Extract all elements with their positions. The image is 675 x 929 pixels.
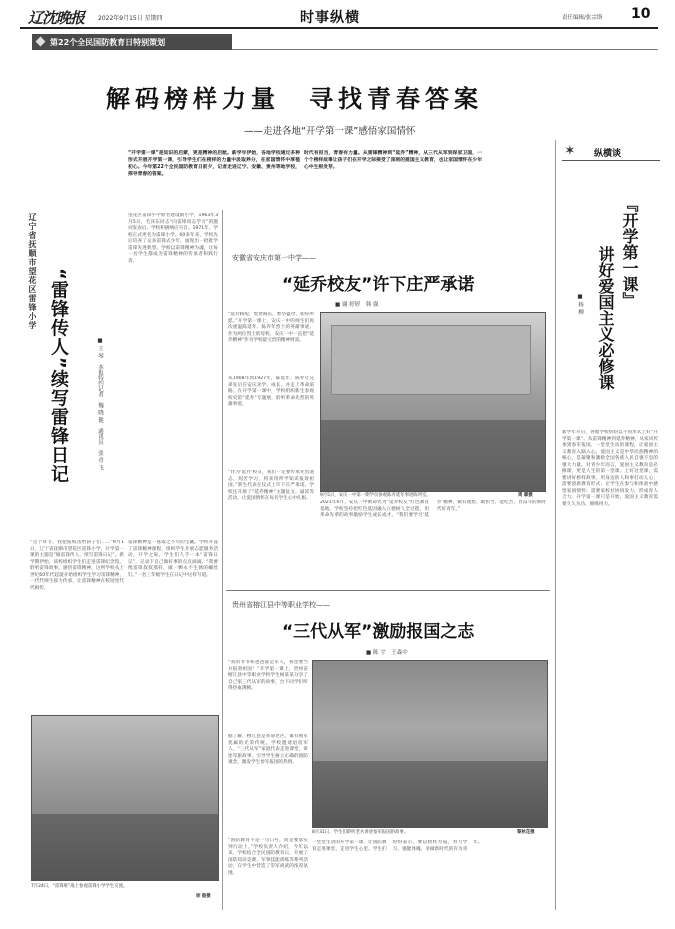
masthead-rule (20, 27, 658, 29)
guizhou-photo (312, 660, 548, 828)
anqing-photo-credit: 周 霖摄 (518, 493, 533, 498)
editor-credit: 责任编辑/张宗斯 (562, 15, 603, 21)
special-banner-text: 第22个全民国防教育日特别策划 (50, 38, 166, 47)
leifeng-article-title: “雷锋传人”续写雷锋日记 (48, 268, 69, 484)
leifeng-byline: ■ 王 琴 本报特约记者 魏 晓 健 通讯员 张 青 飞 (97, 338, 103, 470)
issue-date: 2022年9月15日 星期四 (98, 15, 163, 22)
exhibit-wall (331, 325, 531, 395)
commentary-star-icon: ✶ (564, 143, 576, 159)
anqing-text-a: “延乔路短，集贤路长，繁华盛世，如你所愿。”开学第一课上，安庆一中的师生们再次重温陈延年、陈乔年烈士的英雄事迹。作为两位烈士的母校，安庆一中一直把“延乔精神”作为学校最宝贵的精神财富。 (228, 312, 314, 343)
lead-paragraph-1: “开学第一课”是知识的启蒙，更是精神的启航。新学年伊始，各地学校通过多种形式开展开学第一课，引导学生们在榜样的力量中汲取养分，在家国情怀中厚植初心。今年第22个全民国防教育日前夕，记者走进辽宁、安徽、贵州等地学校，探寻青春的答案。 (128, 151, 300, 177)
banner-marker-icon (36, 37, 46, 47)
anqing-text-c: “作为‘延乔’校友，我们一定要传承先烈遗志，刻苦学习，将来用所学知识报效祖国。”新生代表在仪式上许下庄严承诺。学校还开展了“延乔精神”主题征文、诵读等活动，让爱国情怀在每名学生心中扎根。 (228, 470, 314, 501)
commentary-title-line2: 讲好爱国主义必修课 (596, 246, 615, 390)
leifeng-text-a: “这个环节，我把报纸送给孩子们……”9月1日，辽宁省抚顺市望花区雷锋小学，开学第一课的主题是“做雷锋传人、续写雷锋日记”。新学期伊始，该校组织学生们走进雷锋纪念馆，聆听雷锋故事，感悟雷锋精神。这所学校从上世纪60年代起就开始组织学生学习雷锋精神，一代代师生接力传承，让雷锋精神在校园里代代相传。 (30, 540, 124, 591)
commentary-column-label: 纵横谈 (594, 149, 622, 159)
anqing-photo-caption: 9月5日，安庆一中第一期学员参观陈乔延年事迹陈列室。 (320, 493, 431, 498)
headline-subtitle: ——走进各地“开学第一课”感悟家国情怀 (244, 126, 416, 137)
guizhou-photo-credit: 黎秋花摄 (517, 830, 535, 835)
guizhou-text-a: “我的爷爷和爸爸都是军人，我也要当兵报效祖国！”开学第一课上，贵州省榕江县中等职业学校学生杨某某分享了自己家三代从军的故事，台下同学们听得热血沸腾。 (228, 660, 308, 691)
leifeng-photo (31, 715, 219, 881)
commentary-title-line1: 『开学第一课』 (620, 196, 639, 308)
commentary-body: 新学年开启，各地学校纷纷以不同形式上好“开学第一课”。从雷锋精神到延乔精神，从家风传承到参军报国，一堂堂生动的课程，让爱国主义教育入脑入心。爱国主义是中华民族精神的核心，是凝聚和激励全国各族人民自强不息的强大力量。对青少年而言，爱国主义教育是必修课，更是人生的第一堂课。上好这堂课，需要讲好榜样故事，用身边的人和事打动人心；需要创新教育形式，让学生在参与和体验中感悟家国情怀；需要家校社协同发力，形成育人合力。开学第一课只是开始，爱国主义教育需要久久为功、绵绵用力。 (562, 430, 658, 507)
column-divider-right (555, 140, 556, 910)
column-divider-left (222, 210, 223, 910)
leifeng-kicker: 辽宁省抚顺市望花区雷锋小学 (28, 213, 37, 330)
anqing-text-d: 2021年6月，安庆一中被命名为“延乔校友”红色教育基地。学校坚持把红色基因融入立德树人全过程，用革命先辈的故事激励学生成长成才。“我们要学习‘延乔’精神，做有理想、敢担当、能吃苦、肯奋斗的新时代好青年。” (320, 500, 546, 518)
anqing-photo (320, 312, 546, 492)
masthead (0, 0, 675, 30)
commentary-byline: ■ 杨 柳 (577, 294, 583, 315)
guizhou-text-c: “国防教育不是一句口号，而是要落实到行动上。”学校负责人介绍，今年以来，学校结合全民国防教育日，开展了国防知识竞赛、军事技能训练等系列活动，在学生中营造了崇军尚武的浓厚氛围。 (228, 838, 308, 876)
section-title: 时事纵横 (300, 10, 360, 26)
banner-rule (232, 49, 658, 50)
lead-paragraph-2: 时代有担当，青春有力量。从雷锋精神到“延乔”精神，从三代从军到保家卫国，一个个榜样故事让孩子们在开学之际接受了深刻的爱国主义教育，也让家国情怀在少年心中生根发芽。 (304, 151, 482, 170)
middle-section-rule (226, 590, 550, 591)
leifeng-text-c: 望花区雷锋小学原名建设街小学，1963年3月5日，毛泽东同志“向雷锋同志学习”的题词发表后，学校积极响应号召。1971年，学校正式更名为雷锋小学。60多年来，学校先后培养了众多雷锋式少年，涌现出一批批学雷锋先进典型。学校以雷锋精神为魂，让每一名学生都成为雷锋精神的传承者和践行者。 (128, 213, 218, 264)
newspaper-logo: 辽沈晚报 (28, 9, 85, 27)
anqing-kicker: 安徽省安庆市第一中学—— (232, 254, 316, 262)
leifeng-photo-credit: 徐 毅摄 (196, 894, 211, 899)
guizhou-kicker: 贵州省榕江县中等职业学校—— (232, 601, 330, 609)
commentary-label-rule (562, 160, 660, 161)
guizhou-photo-caption: 8月31日，学生们聆听老兵讲述参军报国的故事。 (312, 830, 409, 835)
leifeng-text-b: 雷锋精神是一座取之不尽的宝藏。学校开设了雷锋精神课程，组织学生开展志愿服务活动，开学之际，学生们人手一本“雷锋日记”，记录下自己做好事的点点滴滴。“我要像雷锋叔叔那样，做一颗永不生锈的螺丝钉。”一名三年级学生在日记中这样写道。 (128, 540, 218, 578)
anqing-text-b: 从1908年到1927年，陈延年、陈乔年兄弟先后在安庆求学、成长，并走上革命道路。在开学第一课中，学校组织新生参观校史馆“延乔”专题展，聆听革命先烈的英雄事迹。 (228, 376, 314, 407)
special-banner (32, 34, 232, 50)
page-number: 10 (631, 6, 651, 22)
guizhou-byline: ■ 陈 宇 王森中 (366, 650, 408, 656)
guizhou-article-title: “三代从军”激励报国之志 (282, 622, 475, 642)
main-headline: 解码榜样力量 寻找青春答案 (106, 85, 483, 113)
anqing-byline: ■ 谢 婷婷 韩 强 (335, 302, 379, 308)
guizhou-text-b: 据了解，榕江县是革命老区，素有拥军优属的光荣传统。学校邀请退役军人、“三代从军”家庭代表走进课堂，讲述军旅故事，引导学生树立正确的国防观念，激发学生参军报国的热情。 (228, 734, 308, 765)
guizhou-text-d: 一堂堂生动的开学第一课，让国防教育走进课堂、走进学生心里。学生们纷纷表示，要以榜样为镜，努力学习，强健体魄，争做新时代的有为青年。 (312, 840, 483, 852)
anqing-article-title: “延乔校友”许下庄严承诺 (282, 275, 475, 295)
leifeng-photo-caption: 7月24日，“雷锋班”战士参观雷锋小学学生交流。 (31, 884, 128, 889)
